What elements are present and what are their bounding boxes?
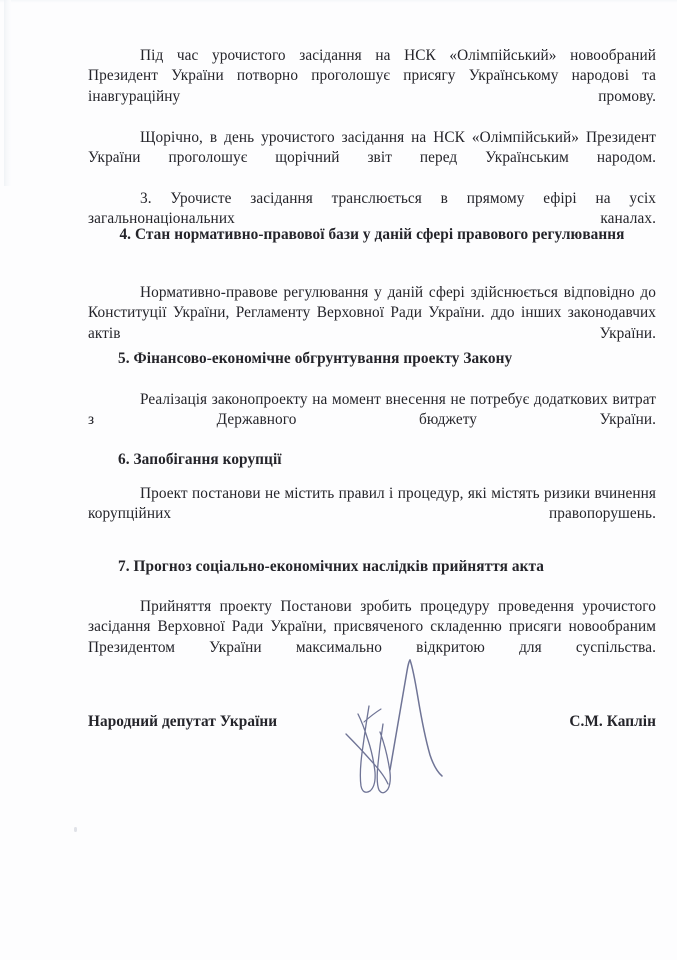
section-5-body-wrap xyxy=(88,390,656,451)
scan-edge-left xyxy=(4,0,11,186)
section-6-body-wrap xyxy=(88,484,656,545)
signatory-name: С.М. Каплін xyxy=(569,713,656,730)
section-5-heading-wrap xyxy=(88,349,656,370)
intro-paragraph-3: 3. Урочисте засідання транслюється в прямому ефірі на усіх загальнонаціональних каналах. xyxy=(88,189,656,228)
section-6-heading: 6. Запобігання корупції xyxy=(118,451,282,468)
intro-block xyxy=(88,46,656,250)
section-7-paragraph: Прийняття проекту Постанови зробить процедуру проведення урочистого засідання Верховної Ради України, присвяченого складенню присяги новообраним Президентом України максимально відкритою для суспільства. xyxy=(88,598,656,656)
signatory-role: Народний депутат України xyxy=(88,713,278,730)
section-7-heading: 7. Прогноз соціально-економічних наслідків прийняття акта xyxy=(118,558,544,575)
section-7-heading-wrap xyxy=(88,557,656,578)
section-4-heading: 4. Стан нормативно-правової бази у даній сфері правового регулювання xyxy=(119,226,625,243)
scan-edge-top xyxy=(0,0,677,3)
section-5-heading: 5. Фінансово-економічне обгрунтування проекту Закону xyxy=(118,350,513,367)
section-7-body-wrap xyxy=(88,597,656,679)
section-6-paragraph: Проект постанови не містить правил і процедур, які містять ризики вчинення корупційних правопорушень. xyxy=(88,485,656,523)
intro-paragraph-2: Щорічно, в день урочистого засідання на НСК «Олімпійський» Президент України проголошує щорічний звіт перед Українським народом. xyxy=(88,128,656,167)
signature-block xyxy=(88,713,656,741)
section-6-heading-wrap xyxy=(88,450,656,471)
section-4-paragraph: Нормативно-правове регулювання у даній сфері здійснюється відповідно до Конституції України, Регламенту Верховної Ради України. ддо інших законодавчих актів України. xyxy=(88,284,656,342)
scan-artifact-speck xyxy=(74,827,77,832)
section-4-heading-wrap xyxy=(88,225,656,246)
intro-paragraph-1: Під час урочистого засідання на НСК «Олімпійський» новообраний Президент України потворно проголошує присягу Українському народові та інавгураційну промову. xyxy=(88,47,656,105)
section-5-paragraph: Реалізація законопроекту на момент внесення не потребує додаткових витрат з Державного бюджету України. xyxy=(88,391,656,429)
